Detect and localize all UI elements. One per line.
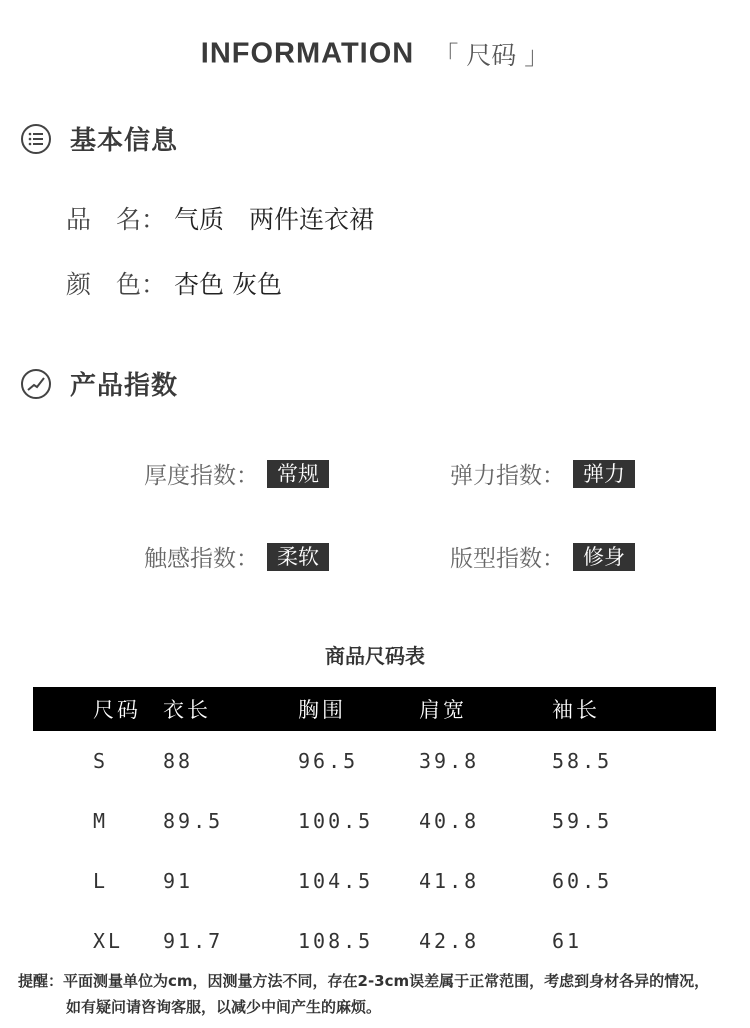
header-title-en: INFORMATION	[200, 37, 415, 70]
table-cell: 108.5	[298, 929, 374, 953]
table-cell: 39.8	[419, 749, 480, 773]
table-cell: S	[93, 749, 109, 773]
size-table-title: 商品尺码表	[325, 644, 425, 668]
list-circle-icon	[20, 123, 52, 155]
note-line-2: 如有疑问请咨询客服，以减少中间产生的麻烦。	[66, 998, 382, 1016]
table-cell: XL	[93, 929, 124, 953]
table-row	[33, 911, 716, 971]
table-cell: 88	[163, 749, 194, 773]
table-cell: 91	[163, 869, 194, 893]
index-label: 弹力指数：	[450, 463, 565, 489]
header-cell: 胸围	[297, 687, 418, 731]
table-cell: 59.5	[552, 809, 613, 833]
table-cell: 58.5	[552, 749, 613, 773]
index-thickness	[144, 457, 329, 490]
table-row	[33, 851, 716, 911]
index-label: 厚度指数：	[144, 463, 259, 489]
table-cell: 91.7	[163, 929, 224, 953]
table-cell: 96.5	[298, 749, 359, 773]
index-label: 版型指数：	[450, 546, 565, 572]
table-cell: 100.5	[298, 809, 374, 833]
index-touch	[144, 540, 329, 573]
gauge-circle-icon	[20, 368, 52, 400]
info-label: 颜 色：	[66, 270, 167, 299]
table-cell: 60.5	[552, 869, 613, 893]
measurement-note	[18, 968, 738, 1020]
info-row-name	[66, 200, 374, 236]
index-tag: 弹力	[573, 460, 635, 488]
index-label: 触感指数：	[144, 546, 259, 572]
table-row	[33, 791, 716, 851]
info-row-color	[66, 265, 282, 301]
table-cell: 40.8	[419, 809, 480, 833]
header-cell: 尺码	[33, 687, 162, 731]
product-index-title: 产品指数	[70, 371, 179, 401]
table-cell: 104.5	[298, 869, 374, 893]
table-cell: 42.8	[419, 929, 480, 953]
index-tag: 常规	[267, 460, 329, 488]
info-label: 品 名：	[66, 205, 167, 234]
table-cell: 61	[552, 929, 583, 953]
product-index-heading	[20, 365, 178, 402]
header-cell: 袖长	[551, 687, 716, 731]
basic-info-title: 基本信息	[70, 126, 179, 156]
page-header	[0, 36, 750, 72]
info-value: 杏色 灰色	[174, 270, 282, 299]
note-line-1: 提醒：平面测量单位为cm，因测量方法不同，存在2-3cm误差属于正常范围，考虑到身材各异的情况，	[18, 972, 710, 990]
index-tag: 柔软	[267, 543, 329, 571]
header-title-zh: 「 尺码 」	[433, 41, 550, 70]
header-cell: 衣长	[162, 687, 297, 731]
index-tag: 修身	[573, 543, 635, 571]
info-value: 气质 两件连衣裙	[174, 205, 375, 234]
size-table	[33, 687, 716, 971]
table-cell: M	[93, 809, 109, 833]
table-cell: 41.8	[419, 869, 480, 893]
table-cell: L	[93, 869, 109, 893]
index-fit	[450, 540, 635, 573]
index-elasticity	[450, 457, 635, 490]
size-table-header-row	[33, 687, 716, 731]
basic-info-heading	[20, 120, 178, 157]
table-cell: 89.5	[163, 809, 224, 833]
table-row	[33, 731, 716, 791]
header-cell: 肩宽	[418, 687, 551, 731]
